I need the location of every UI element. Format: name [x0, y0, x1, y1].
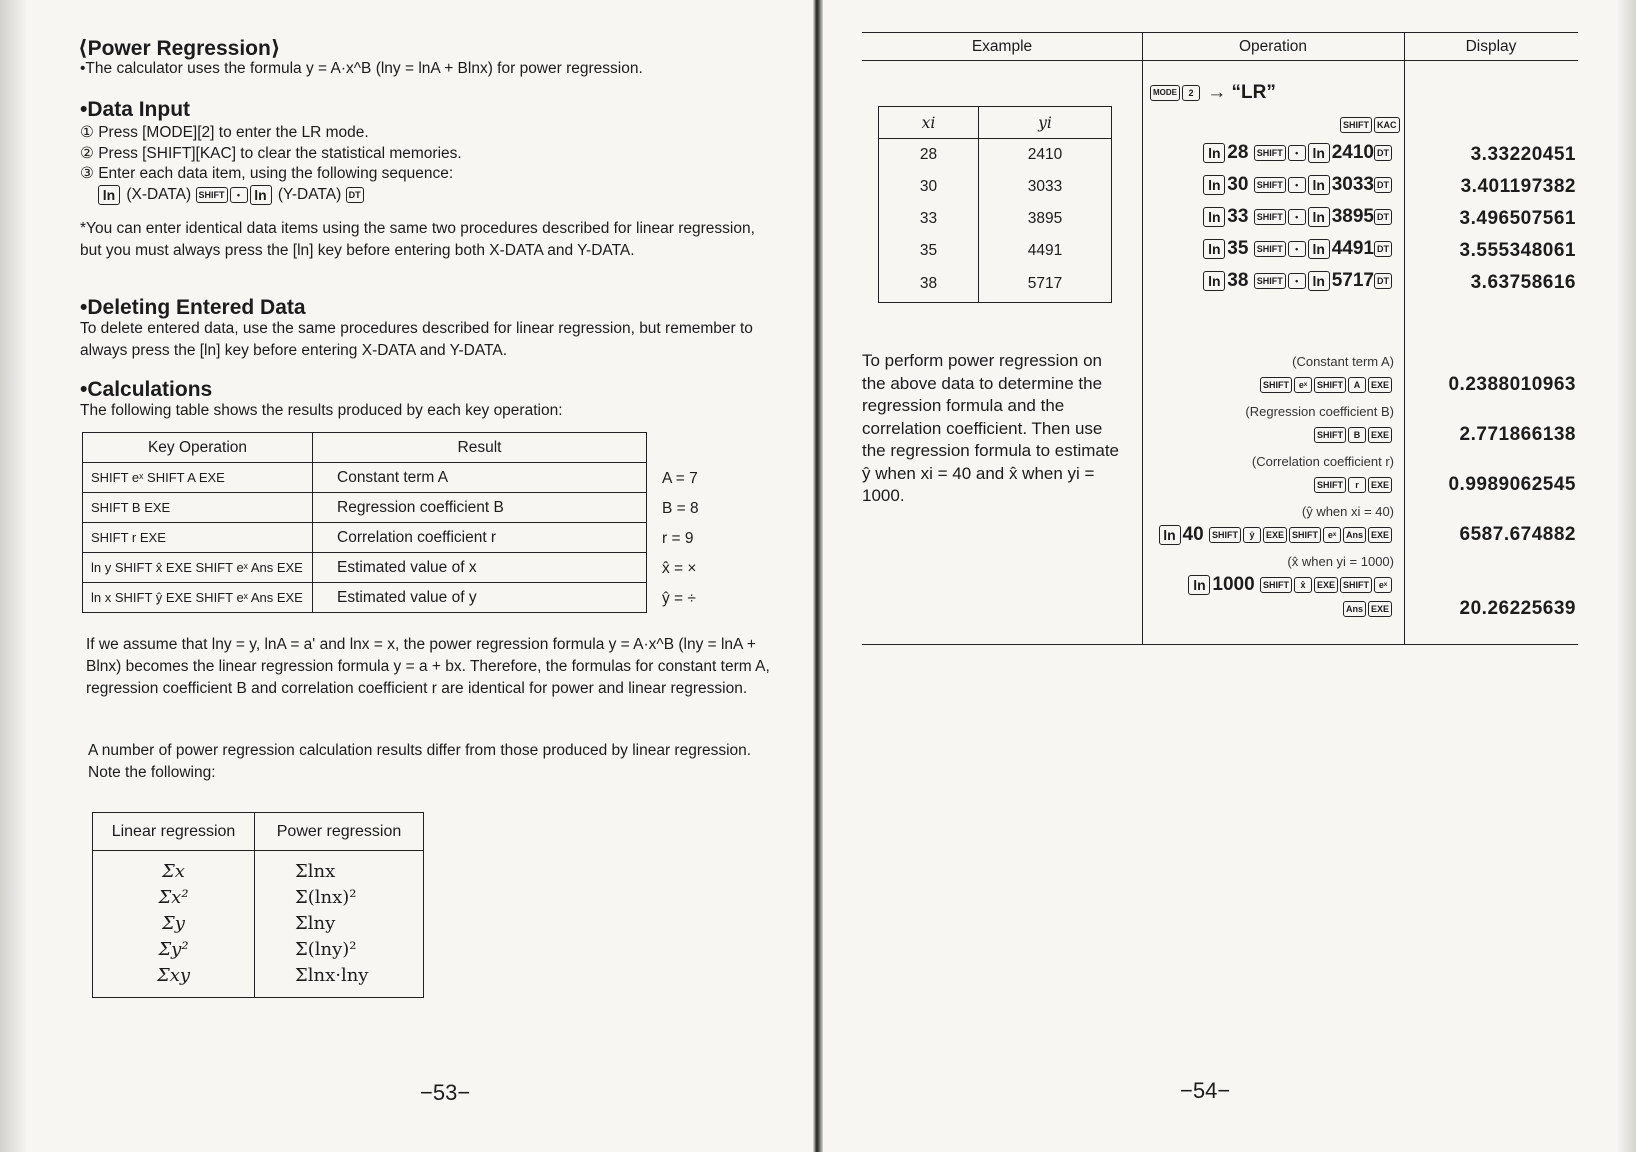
display-value: 3.496507561: [1459, 208, 1576, 229]
result-cell: Constant term A: [313, 463, 647, 493]
table-header-rule: [862, 60, 1578, 61]
entry-op: [1150, 206, 1394, 228]
list-item: Σxy: [156, 965, 191, 986]
comma-key-icon: •: [1288, 273, 1306, 289]
r-key-icon: r: [1348, 477, 1366, 493]
key-sequence: ln y SHIFT x̂ EXE SHIFT eˣ Ans EXE: [83, 553, 313, 583]
xi-cell: 38: [879, 267, 979, 303]
display-value: 20.26225639: [1459, 598, 1576, 619]
side-key-b: B = 8: [662, 500, 699, 517]
shift-key-icon: SHIFT: [1340, 577, 1372, 593]
comparison-header-row: [93, 813, 424, 851]
ln-key-icon: ln: [1203, 239, 1225, 259]
constant-a-keys: [1150, 376, 1394, 394]
clear-keys: [1340, 116, 1402, 134]
exe-key-icon: EXE: [1368, 377, 1392, 393]
entry-x: 30: [1227, 174, 1249, 195]
xi-cell: 30: [879, 171, 979, 203]
operation-note: (Regression coefficient B): [1245, 404, 1394, 419]
ln-key-icon: ln: [1203, 271, 1225, 291]
intro-text: •The calculator uses the formula y = A·x^B (lny = lnA + Blnx) for power regression.: [80, 60, 643, 77]
coefficient-b-keys: [1150, 426, 1394, 444]
ans-key-icon: Ans: [1343, 527, 1366, 543]
shift-key-icon: SHIFT: [1254, 209, 1286, 225]
estimate-x-keys: [1148, 574, 1394, 596]
result-header: Result: [313, 433, 647, 463]
shift-key-icon: SHIFT: [1314, 477, 1346, 493]
operation-note: (Constant term A): [1292, 354, 1394, 369]
dt-key-icon: DT: [1374, 145, 1392, 161]
linear-regression-header: Linear regression: [93, 813, 255, 851]
exp-key-icon: eˣ: [1294, 377, 1312, 393]
x-data-label: (X-DATA): [126, 186, 192, 203]
page-number-left: −53−: [420, 1080, 471, 1105]
result-cell: Regression coefficient B: [313, 493, 647, 523]
shift-key-icon: SHIFT: [1209, 527, 1241, 543]
comma-key-icon: •: [1288, 241, 1306, 257]
xi-header: xi: [879, 107, 979, 139]
two-key-icon: 2: [1182, 85, 1200, 101]
left-page-edge: [0, 0, 26, 1152]
display-value: 3.401197382: [1460, 176, 1576, 197]
estimate-x-value: 40: [1182, 524, 1204, 545]
comparison-body-row: [93, 851, 424, 998]
ln-key-icon: ln: [1308, 271, 1330, 291]
exe-key-icon: EXE: [1368, 527, 1392, 543]
coefficient-r-keys: [1150, 476, 1394, 494]
display-value: 0.2388010963: [1448, 374, 1576, 395]
table-row: [879, 139, 1112, 171]
identical-data-note: *You can enter identical data items using the same two procedures described for linear regression, but you must always press the [ln] key before entering both X-DATA and Y-DATA.: [80, 220, 755, 259]
book-spine: [813, 0, 823, 1152]
shift-key-icon: SHIFT: [1254, 177, 1286, 193]
comma-key-icon: •: [230, 187, 248, 203]
exe-key-icon: EXE: [1368, 601, 1392, 617]
entry-y: 3033: [1331, 174, 1374, 195]
list-item: Σx²: [158, 887, 189, 908]
ans-key-icon: Ans: [1343, 601, 1366, 617]
table-row: [83, 553, 647, 583]
yi-header: yi: [979, 107, 1112, 139]
list-item: Σx: [162, 861, 185, 882]
differences-paragraph: A number of power regression calculation results differ from those produced by linear regression. Note the following:: [88, 742, 752, 781]
step-2: ② Press [SHIFT][KAC] to clear the statistical memories.: [80, 145, 462, 162]
ln-key-icon: ln: [98, 185, 120, 205]
data-header-row: [879, 107, 1112, 139]
mode-operation: [1150, 82, 1276, 104]
mode-key-icon: MODE: [1150, 85, 1180, 101]
yi-cell: 5717: [979, 267, 1112, 303]
table-row: [83, 523, 647, 553]
yi-cell: 4491: [979, 235, 1112, 267]
side-key-x-hat: x̂ = ×: [662, 560, 697, 577]
key-operation-header: Key Operation: [83, 433, 313, 463]
step-1: ① Press [MODE][2] to enter the LR mode.: [80, 124, 369, 141]
ln-key-icon: ln: [1188, 575, 1210, 595]
table-row: [879, 203, 1112, 235]
exp-key-icon: eˣ: [1323, 527, 1341, 543]
estimate-y-keys: [1148, 524, 1394, 546]
entry-op: [1150, 270, 1394, 292]
side-key-a: A = 7: [662, 470, 698, 487]
list-item: Σ(lnx)²: [295, 887, 357, 908]
linear-equivalence-paragraph: If we assume that lny = y, lnA = a' and lnx = x, the power regression formula y = A·x^B (lny = lnA + Blnx) becomes the linear regression formula y = a + bx. Therefore, the formulas for constant term A, regression coefficient B and correlation coefficient r are identical for power and linear regression.: [86, 636, 770, 697]
dt-key-icon: DT: [1374, 209, 1392, 225]
shift-key-icon: SHIFT: [1254, 273, 1286, 289]
list-item: Σlnx·lny: [295, 965, 369, 986]
power-sums: [255, 851, 424, 998]
example-description: To perform power regression on the above data to determine the regression formula and the correlation coefficient. Then use the regression formula to estimate ŷ when xi = 40 and x̂ when yi = 1000.: [862, 351, 1120, 505]
shift-key-icon: SHIFT: [1254, 241, 1286, 257]
operation-note: (Correlation coefficient r): [1251, 454, 1394, 469]
list-item: Σy²: [158, 939, 189, 960]
key-sequence: SHIFT B EXE: [83, 493, 313, 523]
list-item: Σlnx: [295, 861, 336, 882]
result-cell: Correlation coefficient r: [313, 523, 647, 553]
exe-key-icon: EXE: [1368, 427, 1392, 443]
entry-x: 33: [1227, 206, 1249, 227]
dt-key-icon: DT: [1374, 177, 1392, 193]
table-bottom-rule: [862, 644, 1578, 645]
ln-key-icon: ln: [1308, 143, 1330, 163]
column-divider-1: [1142, 32, 1143, 644]
shift-key-icon: SHIFT: [1314, 427, 1346, 443]
table-top-rule: [862, 32, 1578, 33]
dt-key-icon: DT: [1374, 273, 1392, 289]
shift-key-icon: SHIFT: [1289, 527, 1321, 543]
b-key-icon: B: [1348, 427, 1366, 443]
page-number-right: −54−: [1180, 1078, 1231, 1103]
display-value: 0.9989062545: [1448, 474, 1576, 495]
entry-y: 4491: [1331, 238, 1374, 259]
table-row: [879, 267, 1112, 303]
ln-key-icon-2: ln: [250, 185, 272, 205]
dt-key-icon: DT: [1374, 241, 1392, 257]
operation-note: (ŷ when xi = 40): [1301, 504, 1394, 519]
key-sequence: ln x SHIFT ŷ EXE SHIFT eˣ Ans EXE: [83, 583, 313, 613]
step-3: ③ Enter each data item, using the following sequence:: [80, 165, 454, 182]
result-cell: Estimated value of x: [313, 553, 647, 583]
shift-key-icon: SHIFT: [1340, 117, 1372, 133]
deleting-text: To delete entered data, use the same procedures described for linear regression, but remember to always press the [ln] key before entering X-DATA and Y-DATA.: [80, 320, 753, 359]
table-row: [879, 235, 1112, 267]
shift-key-icon: SHIFT: [1254, 145, 1286, 161]
ln-key-icon: ln: [1159, 525, 1181, 545]
entry-op: [1150, 142, 1394, 164]
exe-key-icon: EXE: [1314, 577, 1338, 593]
dt-key-icon: DT: [346, 187, 364, 203]
x-hat-key-icon: x̂: [1294, 577, 1312, 593]
exe-key-icon: EXE: [1368, 477, 1392, 493]
display-value: 6587.674882: [1459, 524, 1576, 545]
table-row: [83, 493, 647, 523]
power-regression-header: Power regression: [255, 813, 424, 851]
result-cell: Estimated value of y: [313, 583, 647, 613]
y-data-label: (Y-DATA): [277, 186, 342, 203]
ln-key-icon: ln: [1203, 175, 1225, 195]
ln-key-icon: ln: [1308, 239, 1330, 259]
display-value: 3.33220451: [1470, 144, 1576, 165]
ans-exe-keys: [1150, 600, 1394, 618]
side-key-y-hat: ŷ = ÷: [662, 590, 696, 607]
entry-x: 35: [1227, 238, 1249, 259]
entry-y: 5717: [1331, 270, 1374, 291]
comma-key-icon: •: [1288, 209, 1306, 225]
section-title: ⟨Power Regression⟩: [78, 37, 281, 60]
right-page-edge: [1618, 0, 1636, 1152]
entry-op: [1150, 238, 1394, 260]
kac-key-icon: KAC: [1374, 117, 1400, 133]
comma-key-icon: •: [1288, 177, 1306, 193]
table-header-row: [83, 433, 647, 463]
entry-x: 28: [1227, 142, 1249, 163]
deleting-heading: •Deleting Entered Data: [80, 296, 306, 319]
linear-sums: [93, 851, 255, 998]
exe-key-icon: EXE: [1263, 527, 1287, 543]
ln-key-icon: ln: [1308, 175, 1330, 195]
key-sequence: SHIFT r EXE: [83, 523, 313, 553]
table-row: [83, 583, 647, 613]
calculations-text: The following table shows the results produced by each key operation:: [80, 402, 563, 419]
list-item: Σlny: [295, 913, 336, 934]
side-key-r: r = 9: [662, 530, 694, 547]
xi-cell: 35: [879, 235, 979, 267]
shift-key-icon: SHIFT: [1260, 577, 1292, 593]
example-header: Example: [971, 38, 1033, 55]
entry-y: 3895: [1331, 206, 1374, 227]
yi-cell: 2410: [979, 139, 1112, 171]
entry-y: 2410: [1331, 142, 1374, 163]
yi-cell: 3033: [979, 171, 1112, 203]
table-row: [879, 171, 1112, 203]
example-data-table: [878, 106, 1112, 303]
xi-cell: 28: [879, 139, 979, 171]
operation-note: (x̂ when yi = 1000): [1287, 554, 1394, 569]
yi-cell: 3895: [979, 203, 1112, 235]
shift-key-icon: SHIFT: [1314, 377, 1346, 393]
xi-cell: 33: [879, 203, 979, 235]
calculations-heading: •Calculations: [80, 378, 213, 401]
ln-key-icon: ln: [1308, 207, 1330, 227]
a-key-icon: A: [1348, 377, 1366, 393]
display-header: Display: [1465, 38, 1517, 55]
operation-header: Operation: [1238, 38, 1308, 55]
key-operation-table: [82, 432, 647, 613]
mode-result: → “LR”: [1207, 82, 1276, 103]
entry-sequence: [98, 184, 366, 206]
y-hat-key-icon: ŷ: [1243, 527, 1261, 543]
comma-key-icon: •: [1288, 145, 1306, 161]
shift-key-icon: SHIFT: [1260, 377, 1292, 393]
column-divider-2: [1404, 32, 1405, 644]
ln-key-icon: ln: [1203, 207, 1225, 227]
ln-key-icon: ln: [1203, 143, 1225, 163]
display-value: 3.63758616: [1470, 272, 1576, 293]
list-item: Σ(lny)²: [295, 939, 357, 960]
display-value: 2.771866138: [1459, 424, 1576, 445]
table-row: [83, 463, 647, 493]
comparison-table: [92, 812, 424, 998]
key-sequence: SHIFT eˣ SHIFT A EXE: [83, 463, 313, 493]
shift-key-icon: SHIFT: [196, 187, 228, 203]
list-item: Σy: [162, 913, 185, 934]
entry-x: 38: [1227, 270, 1249, 291]
exp-key-icon: eˣ: [1374, 577, 1392, 593]
estimate-y-value: 1000: [1212, 574, 1255, 595]
data-input-heading: •Data Input: [80, 98, 191, 121]
entry-op: [1150, 174, 1394, 196]
display-value: 3.555348061: [1459, 240, 1576, 261]
